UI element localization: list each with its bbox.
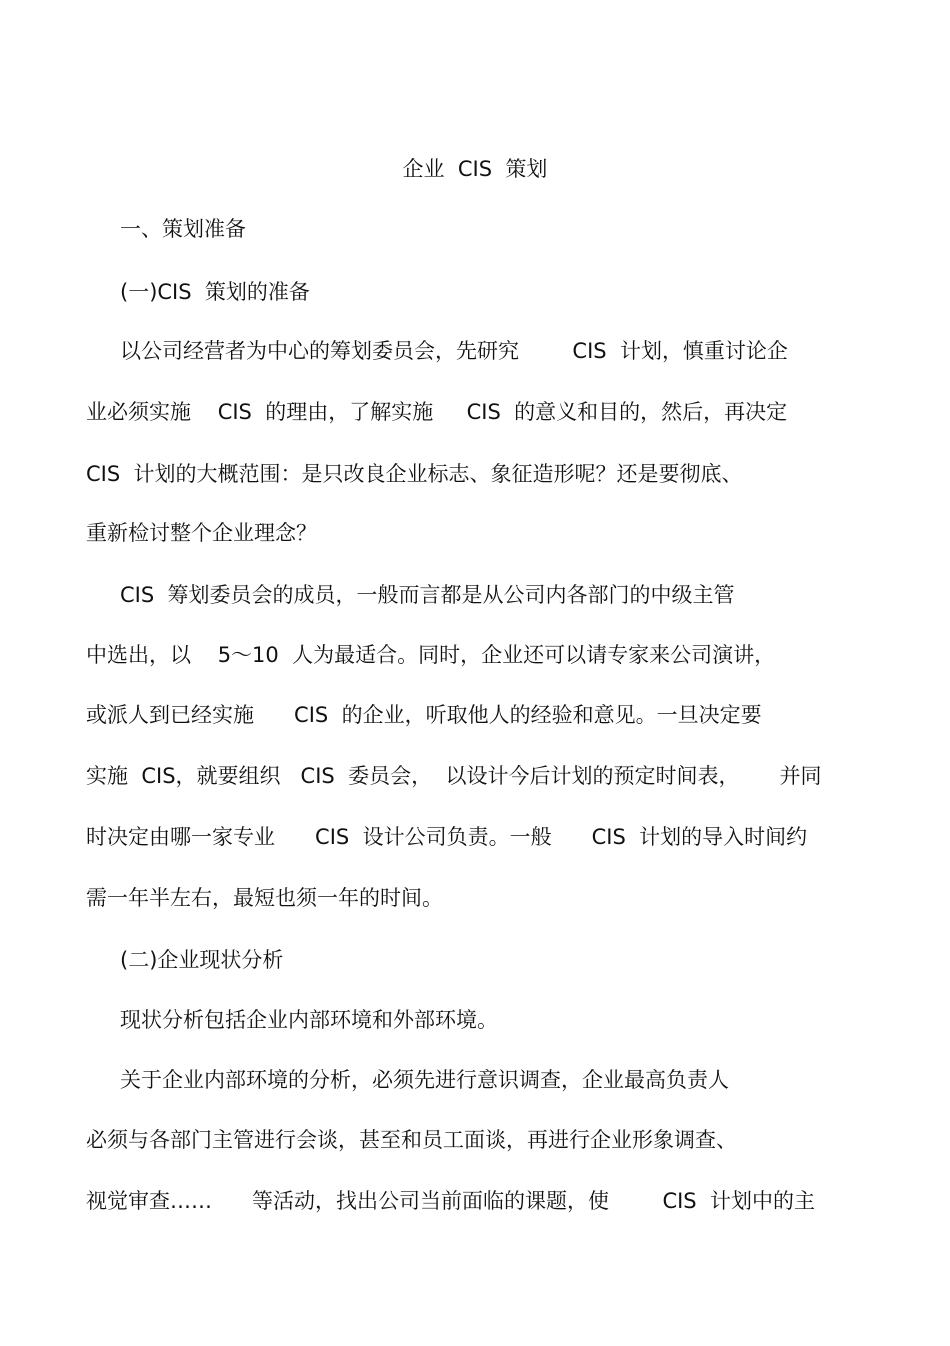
- paragraph-line: CIS 筹划委员会的成员，一般而言都是从公司内各部门的中级主管: [120, 583, 735, 607]
- paragraph-line: 实施 CIS，就要组织 CIS 委员会， 以设计今后计划的预定时间表， 并同: [86, 764, 822, 788]
- paragraph-line: CIS 计划的大概范围：是只改良企业标志、象征造形呢？还是要彻底、: [86, 462, 743, 486]
- paragraph-line: 中选出，以 5～10 人为最适合。同时，企业还可以请专家来公司演讲，: [86, 643, 776, 667]
- section-heading: 一、策划准备: [120, 217, 246, 241]
- paragraph-line: 时决定由哪一家专业 CIS 设计公司负责。一般 CIS 计划的导入时间约: [86, 825, 808, 849]
- paragraph-line: 业必须实施 CIS 的理由，了解实施 CIS 的意义和目的，然后，再决定: [86, 400, 788, 424]
- paragraph-line: 现状分析包括企业内部环境和外部环境。: [120, 1008, 498, 1032]
- paragraph-line: 视觉审查…… 等活动，找出公司当前面临的课题，使 CIS 计划中的主: [86, 1189, 815, 1213]
- paragraph-line: 关于企业内部环境的分析，必须先进行意识调查，企业最高负责人: [120, 1068, 729, 1092]
- paragraph-line: 或派人到已经实施 CIS 的企业，听取他人的经验和意见。一旦决定要: [86, 703, 762, 727]
- paragraph-line: 重新检讨整个企业理念？: [86, 521, 317, 545]
- paragraph-line: 需一年半左右，最短也须一年的时间。: [86, 886, 443, 910]
- document-title: 企业 CIS 策划: [402, 157, 548, 181]
- paragraph-line: 必须与各部门主管进行会谈，甚至和员工面谈，再进行企业形象调查、: [86, 1128, 737, 1152]
- paragraph-line: 以公司经营者为中心的筹划委员会，先研究 CIS 计划，慎重讨论企: [120, 339, 788, 363]
- subsection-heading: (二)企业现状分析: [120, 948, 284, 972]
- subsection-heading: (一)CIS 策划的准备: [120, 280, 310, 304]
